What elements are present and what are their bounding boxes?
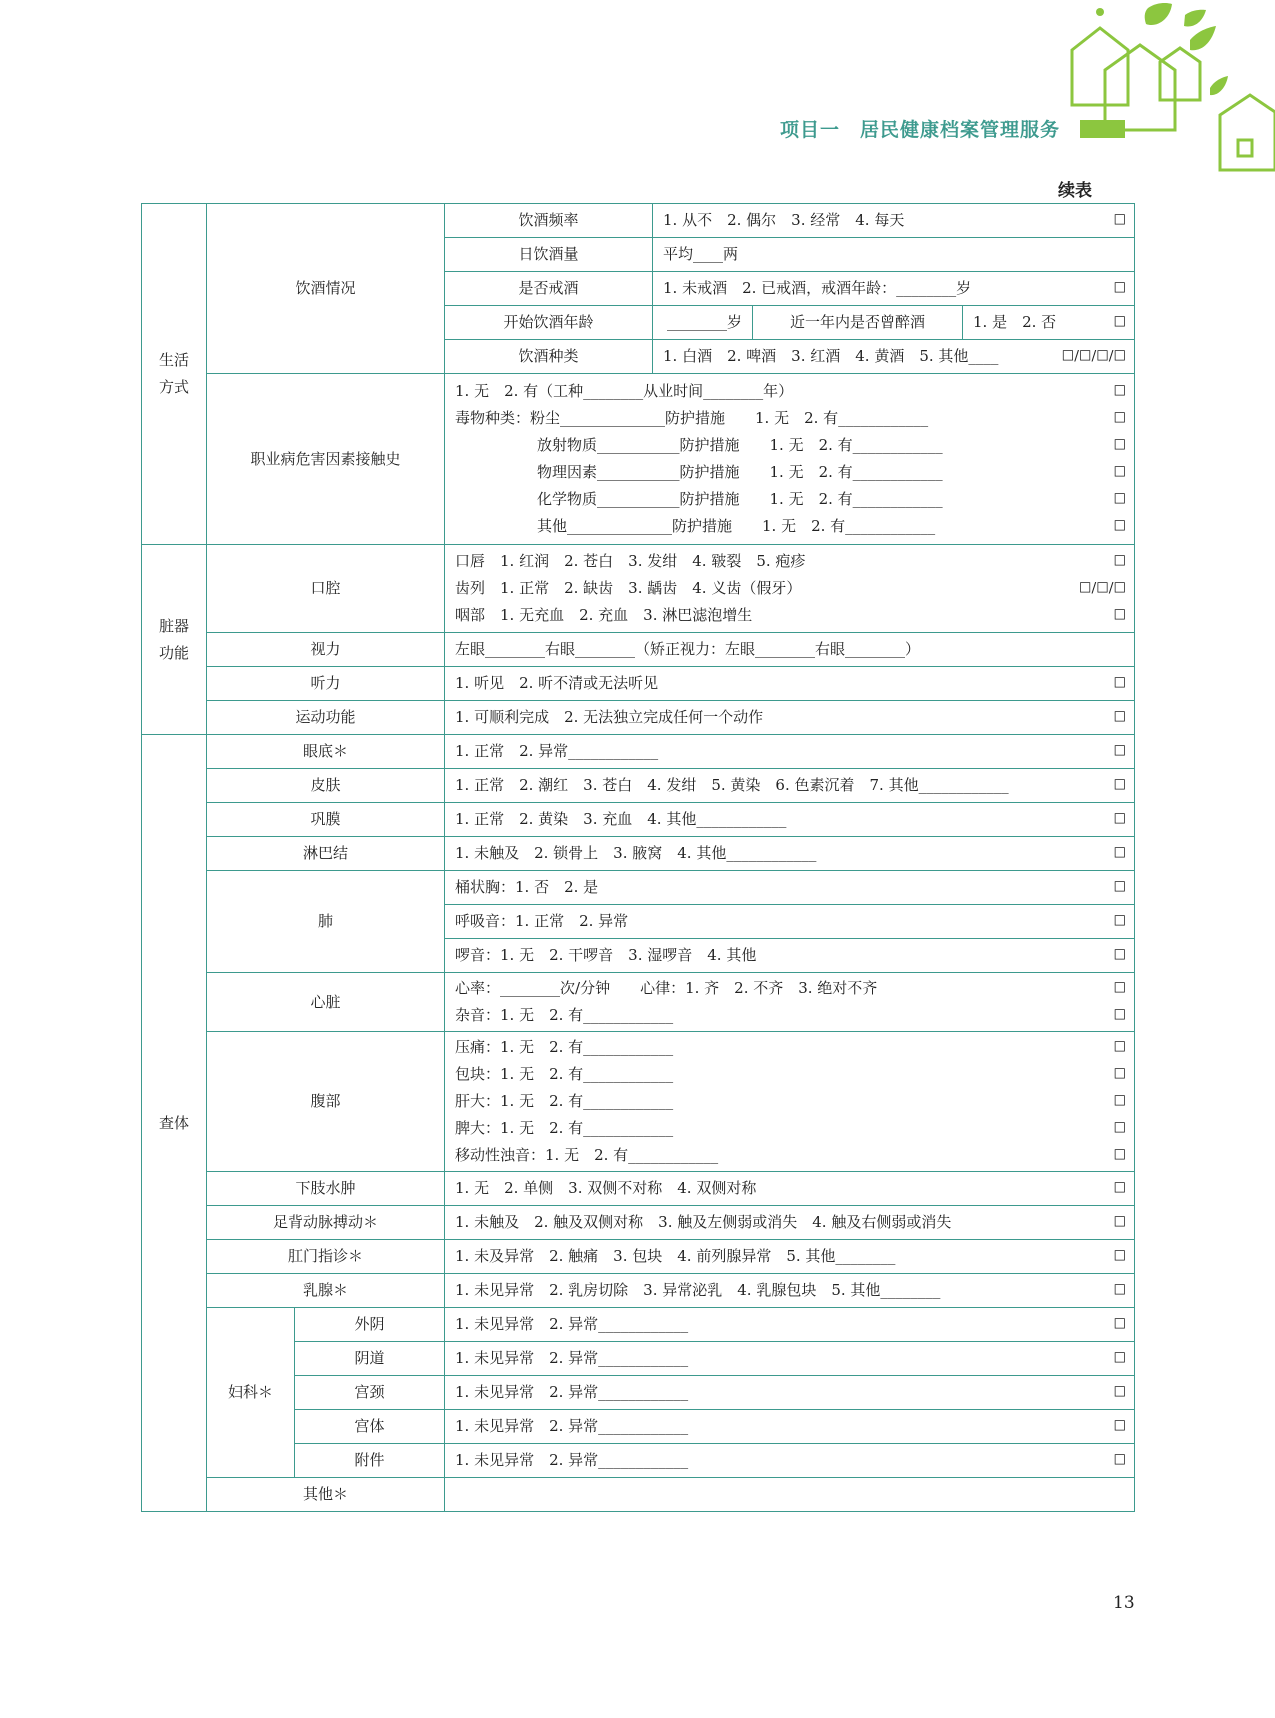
checkbox[interactable]: ☐ (1113, 553, 1127, 569)
checkbox[interactable]: ☐ (1113, 675, 1127, 691)
gyn-item-field[interactable] (445, 1376, 1135, 1410)
checkbox[interactable]: ☐ (1113, 1384, 1127, 1400)
daily-amount-field[interactable] (653, 238, 1135, 272)
checkbox[interactable]: ☐ (1113, 1418, 1127, 1434)
heart-field[interactable] (445, 973, 1135, 1032)
drunk-options: 1. 是 2. 否 (973, 313, 1057, 331)
checkbox[interactable]: ☐ (1113, 607, 1127, 623)
abdomen-line: 脾大：1. 无 2. 有____________ (455, 1119, 674, 1137)
skin-options: 1. 正常 2. 潮红 3. 苍白 4. 发绀 5. 黄染 6. 色素沉着 7. 其他____________ (455, 776, 1009, 794)
header-title: 项目一 居民健康档案管理服务 (780, 119, 1061, 141)
lung-rales: 啰音：1. 无 2. 干啰音 3. 湿啰音 4. 其他 (455, 946, 757, 964)
checkbox[interactable]: ☐ (1113, 280, 1127, 296)
other-field[interactable] (445, 1478, 1135, 1512)
checkbox[interactable]: ☐ (1113, 879, 1127, 895)
checkbox[interactable]: ☐ (1113, 709, 1127, 725)
checkbox[interactable]: ☐ (1113, 777, 1127, 793)
checkbox[interactable]: ☐ (1113, 980, 1127, 996)
pulse-options: 1. 未触及 2. 触及双侧对称 3. 触及左侧弱或消失 4. 触及右侧弱或消失 (455, 1213, 952, 1231)
checkbox[interactable]: ☐ (1113, 437, 1127, 453)
motor-label: 运动功能 (207, 701, 445, 735)
abdomen-label: 腹部 (207, 1032, 445, 1172)
continued-label: 续表 (1058, 181, 1092, 201)
occupational-line: 毒物种类：粉尘______________防护措施 1. 无 2. 有____________ (455, 409, 929, 427)
lung-rales-field[interactable] (445, 939, 1135, 973)
heart-rate: 心率：________次/分钟 心律：1. 齐 2. 不齐 3. 绝对不齐 (455, 979, 878, 997)
drink-types-field[interactable] (653, 340, 1135, 374)
daily-amount-text: 平均____两 (663, 245, 739, 263)
checkbox[interactable]: ☐ (1113, 1214, 1127, 1230)
occupational-line: 放射物质___________防护措施 1. 无 2. 有____________ (537, 436, 943, 454)
lung-breath-field[interactable] (445, 905, 1135, 939)
checkbox[interactable]: ☐ (1113, 1350, 1127, 1366)
oral-teeth: 齿列 1. 正常 2. 缺齿 3. 龋齿 4. 义齿（假牙） (455, 579, 802, 597)
skin-field[interactable] (445, 769, 1135, 803)
drinking-frequency-options: 1. 从不 2. 偶尔 3. 经常 4. 每天 (663, 211, 905, 229)
quit-drinking-label: 是否戒酒 (445, 272, 653, 306)
oral-lips: 口唇 1. 红润 2. 苍白 3. 发绀 4. 皲裂 5. 疱疹 (455, 552, 806, 570)
quit-drinking-options: 1. 未戒酒 2. 已戒酒，戒酒年龄：________岁 (663, 279, 972, 297)
drink-types-label: 饮酒种类 (445, 340, 653, 374)
checkbox[interactable]: ☐ (1113, 464, 1127, 480)
gyn-item-field[interactable] (445, 1342, 1135, 1376)
gyn-item-options: 1. 未见异常 2. 异常____________ (455, 1417, 689, 1435)
fundus-field[interactable] (445, 735, 1135, 769)
checkbox[interactable]: ☐ (1113, 1007, 1127, 1023)
quit-drinking-field[interactable] (653, 272, 1135, 306)
hearing-options: 1. 听见 2. 听不清或无法听见 (455, 674, 659, 692)
vision-text: 左眼________右眼________（矫正视力：左眼________右眼________） (455, 640, 921, 658)
checkbox[interactable]: ☐ (1113, 518, 1127, 534)
motor-options: 1. 可顺利完成 2. 无法独立完成任何一个动作 (455, 708, 764, 726)
gyn-item-options: 1. 未见异常 2. 异常____________ (455, 1451, 689, 1469)
lymph-options: 1. 未触及 2. 锁骨上 3. 腋窝 4. 其他____________ (455, 844, 817, 862)
checkbox[interactable]: ☐ (1113, 314, 1127, 330)
motor-field[interactable] (445, 701, 1135, 735)
gyn-item-options: 1. 未见异常 2. 异常____________ (455, 1349, 689, 1367)
checkbox[interactable]: ☐ (1113, 1147, 1127, 1163)
drinking-frequency-label: 饮酒频率 (445, 204, 653, 238)
heart-label: 心脏 (207, 973, 445, 1032)
abdomen-field[interactable] (445, 1032, 1135, 1172)
lymph-field[interactable] (445, 837, 1135, 871)
hearing-label: 听力 (207, 667, 445, 701)
occupational-field[interactable] (445, 374, 1135, 545)
gyn-item-options: 1. 未见异常 2. 异常____________ (455, 1315, 689, 1333)
oral-throat: 咽部 1. 无充血 2. 充血 3. 淋巴滤泡增生 (455, 606, 753, 624)
gyn-item-field[interactable] (445, 1444, 1135, 1478)
gyn-item-label: 附件 (295, 1444, 445, 1478)
breast-label: 乳腺＊ (207, 1274, 445, 1308)
occupational-line: 物理因素___________防护措施 1. 无 2. 有____________ (537, 463, 943, 481)
vision-label: 视力 (207, 633, 445, 667)
decorative-house-leaf-icon (1060, 0, 1275, 175)
gyn-item-label: 宫颈 (295, 1376, 445, 1410)
checkbox[interactable]: ☐ (1113, 1282, 1127, 1298)
abdomen-line: 包块：1. 无 2. 有____________ (455, 1065, 674, 1083)
lung-breath: 呼吸音：1. 正常 2. 异常 (455, 912, 629, 930)
skin-label: 皮肤 (207, 769, 445, 803)
sclera-field[interactable] (445, 803, 1135, 837)
lung-barrel-field[interactable] (445, 871, 1135, 905)
gyn-item-field[interactable] (445, 1308, 1135, 1342)
category-physical-exam: 查体 (142, 735, 207, 1512)
sclera-label: 巩膜 (207, 803, 445, 837)
oral-field[interactable] (445, 545, 1135, 633)
edema-options: 1. 无 2. 单侧 3. 双侧不对称 4. 双侧对称 (455, 1179, 757, 1197)
anal-label: 肛门指诊＊ (207, 1240, 445, 1274)
sclera-options: 1. 正常 2. 黄染 3. 充血 4. 其他____________ (455, 810, 787, 828)
fundus-options: 1. 正常 2. 异常____________ (455, 742, 659, 760)
checkbox[interactable]: ☐ (1113, 491, 1127, 507)
checkbox[interactable]: ☐ (1113, 811, 1127, 827)
lung-label: 肺 (207, 871, 445, 973)
checkbox[interactable]: ☐ (1113, 212, 1127, 228)
abdomen-line: 压痛：1. 无 2. 有____________ (455, 1038, 674, 1056)
occupational-label: 职业病危害因素接触史 (207, 374, 445, 545)
abdomen-line: 移动性浊音：1. 无 2. 有____________ (455, 1146, 719, 1164)
lung-barrel: 桶状胸：1. 否 2. 是 (455, 878, 599, 896)
checkbox[interactable]: ☐ (1113, 913, 1127, 929)
checkbox[interactable]: ☐ (1113, 1093, 1127, 1109)
checkbox[interactable]: ☐ (1113, 1039, 1127, 1055)
gyn-item-field[interactable] (445, 1410, 1135, 1444)
pulse-label: 足背动脉搏动＊ (207, 1206, 445, 1240)
checkbox-group[interactable]: ☐/☐/☐ (1078, 580, 1127, 596)
gyn-item-options: 1. 未见异常 2. 异常____________ (455, 1383, 689, 1401)
drinking-label: 饮酒情况 (207, 204, 445, 374)
checkbox[interactable]: ☐ (1113, 410, 1127, 426)
drinking-frequency-field[interactable] (653, 204, 1135, 238)
checkbox[interactable]: ☐ (1113, 1066, 1127, 1082)
breast-options: 1. 未见异常 2. 乳房切除 3. 异常泌乳 4. 乳腺包块 5. 其他________ (455, 1281, 941, 1299)
category-lifestyle: 生活方式 (142, 204, 207, 545)
category-organ-function: 脏器功能 (142, 545, 207, 735)
checkbox-group[interactable]: ☐/☐/☐/☐ (1061, 348, 1127, 364)
edema-field[interactable] (445, 1172, 1135, 1206)
lymph-label: 淋巴结 (207, 837, 445, 871)
occupational-line: 1. 无 2. 有（工种________从业时间________年） (455, 382, 794, 400)
occupational-line: 化学物质___________防护措施 1. 无 2. 有____________ (537, 490, 943, 508)
daily-amount-label: 日饮酒量 (445, 238, 653, 272)
checkbox[interactable]: ☐ (1113, 1120, 1127, 1136)
checkbox[interactable]: ☐ (1113, 845, 1127, 861)
checkbox[interactable]: ☐ (1113, 1452, 1127, 1468)
gyn-item-label: 宫体 (295, 1410, 445, 1444)
gyn-item-label: 外阴 (295, 1308, 445, 1342)
checkbox[interactable]: ☐ (1113, 947, 1127, 963)
checkbox[interactable]: ☐ (1113, 1248, 1127, 1264)
drunk-field[interactable] (963, 306, 1135, 340)
fundus-label: 眼底＊ (207, 735, 445, 769)
checkbox[interactable]: ☐ (1113, 1316, 1127, 1332)
checkbox[interactable]: ☐ (1113, 383, 1127, 399)
checkbox[interactable]: ☐ (1113, 743, 1127, 759)
edema-label: 下肢水肿 (207, 1172, 445, 1206)
page-number: 13 (1113, 1593, 1135, 1613)
checkbox[interactable]: ☐ (1113, 1180, 1127, 1196)
start-age-field[interactable]: ________岁 (653, 306, 753, 340)
other-label: 其他＊ (207, 1478, 445, 1512)
hearing-field[interactable] (445, 667, 1135, 701)
pulse-field[interactable] (445, 1206, 1135, 1240)
anal-field[interactable] (445, 1240, 1135, 1274)
anal-options: 1. 未及异常 2. 触痛 3. 包块 4. 前列腺异常 5. 其他________ (455, 1247, 896, 1265)
abdomen-line: 肝大：1. 无 2. 有____________ (455, 1092, 674, 1110)
oral-label: 口腔 (207, 545, 445, 633)
drunk-label: 近一年内是否曾醉酒 (753, 306, 963, 340)
breast-field[interactable] (445, 1274, 1135, 1308)
start-age-label: 开始饮酒年龄 (445, 306, 653, 340)
gyn-label: 妇科＊ (207, 1308, 295, 1478)
health-record-form (141, 203, 1135, 1512)
gyn-item-label: 阴道 (295, 1342, 445, 1376)
occupational-line: 其他______________防护措施 1. 无 2. 有____________ (537, 517, 936, 535)
drink-types-options: 1. 白酒 2. 啤酒 3. 红酒 4. 黄酒 5. 其他____ (663, 347, 999, 365)
vision-field[interactable] (445, 633, 1135, 667)
heart-murmur: 杂音：1. 无 2. 有____________ (455, 1006, 674, 1024)
